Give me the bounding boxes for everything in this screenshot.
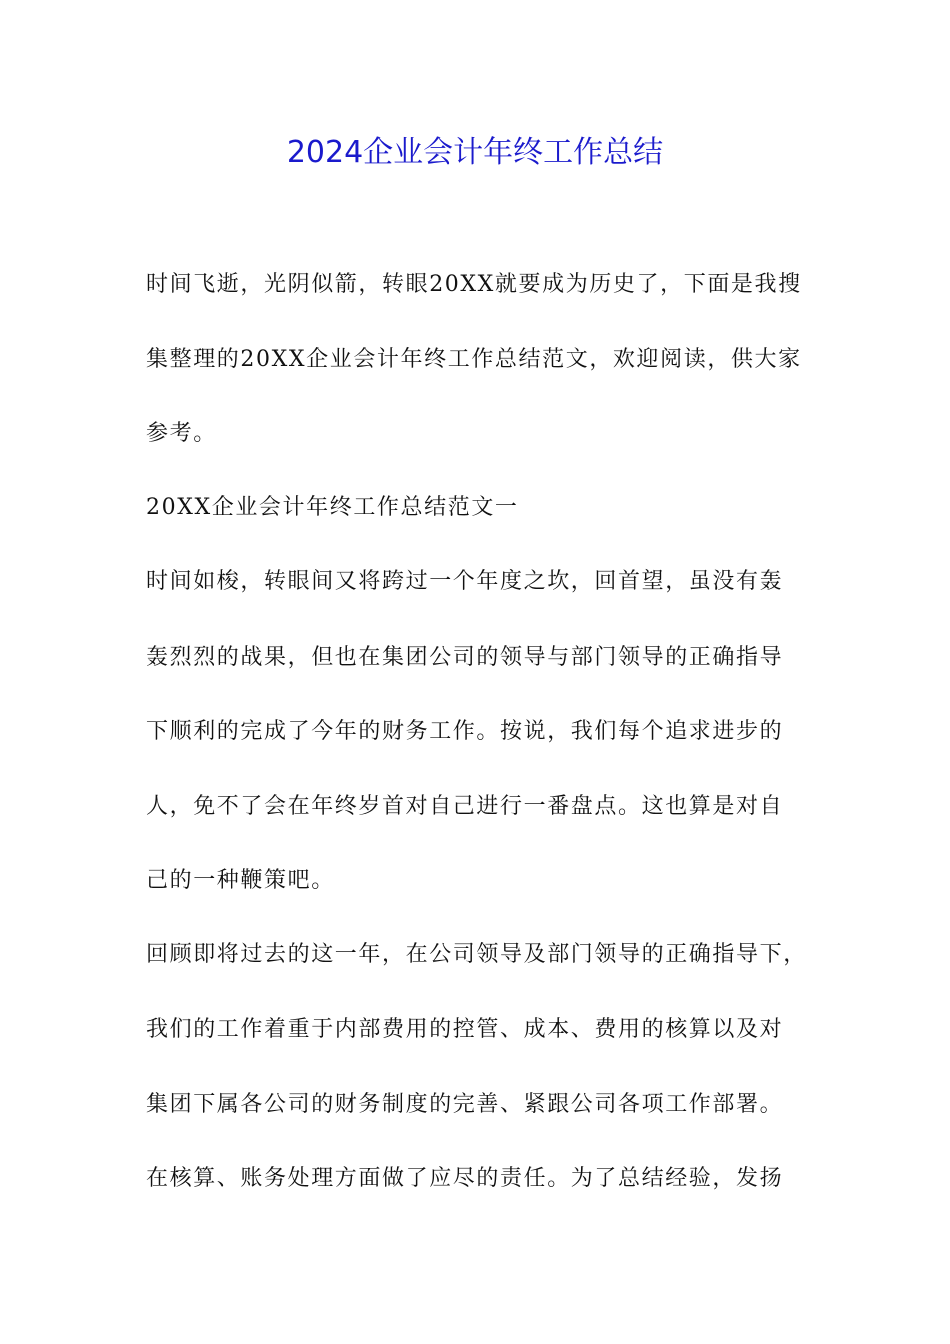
body-line: 己的一种鞭策吧。 (146, 868, 335, 893)
body-line: 时间如梭，转眼间又将跨过一个年度之坎，回首望，虽没有轰 (146, 569, 784, 594)
body-line: 集整理的20XX企业会计年终工作总结范文，欢迎阅读，供大家 (146, 347, 802, 372)
body-line: 在核算、账务处理方面做了应尽的责任。为了总结经验，发扬 (146, 1166, 784, 1191)
body-line: 轰烈烈的战果，但也在集团公司的领导与部门领导的正确指导 (146, 645, 784, 670)
body-line: 集团下属各公司的财务制度的完善、紧跟公司各项工作部署。 (146, 1092, 784, 1117)
body-line: 时间飞逝，光阴似箭，转眼20XX就要成为历史了，下面是我搜 (146, 272, 802, 297)
section-heading: 20XX企业会计年终工作总结范文一 (146, 495, 519, 520)
body-line: 回顾即将过去的这一年，在公司领导及部门领导的正确指导下， (146, 942, 807, 967)
body-line: 我们的工作着重于内部费用的控管、成本、费用的核算以及对 (146, 1017, 784, 1042)
body-line: 参考。 (146, 421, 217, 446)
body-line: 下顺利的完成了今年的财务工作。按说，我们每个追求进步的 (146, 719, 784, 744)
document-title: 2024企业会计年终工作总结 (286, 135, 664, 170)
body-line: 人，免不了会在年终岁首对自己进行一番盘点。这也算是对自 (146, 794, 784, 819)
